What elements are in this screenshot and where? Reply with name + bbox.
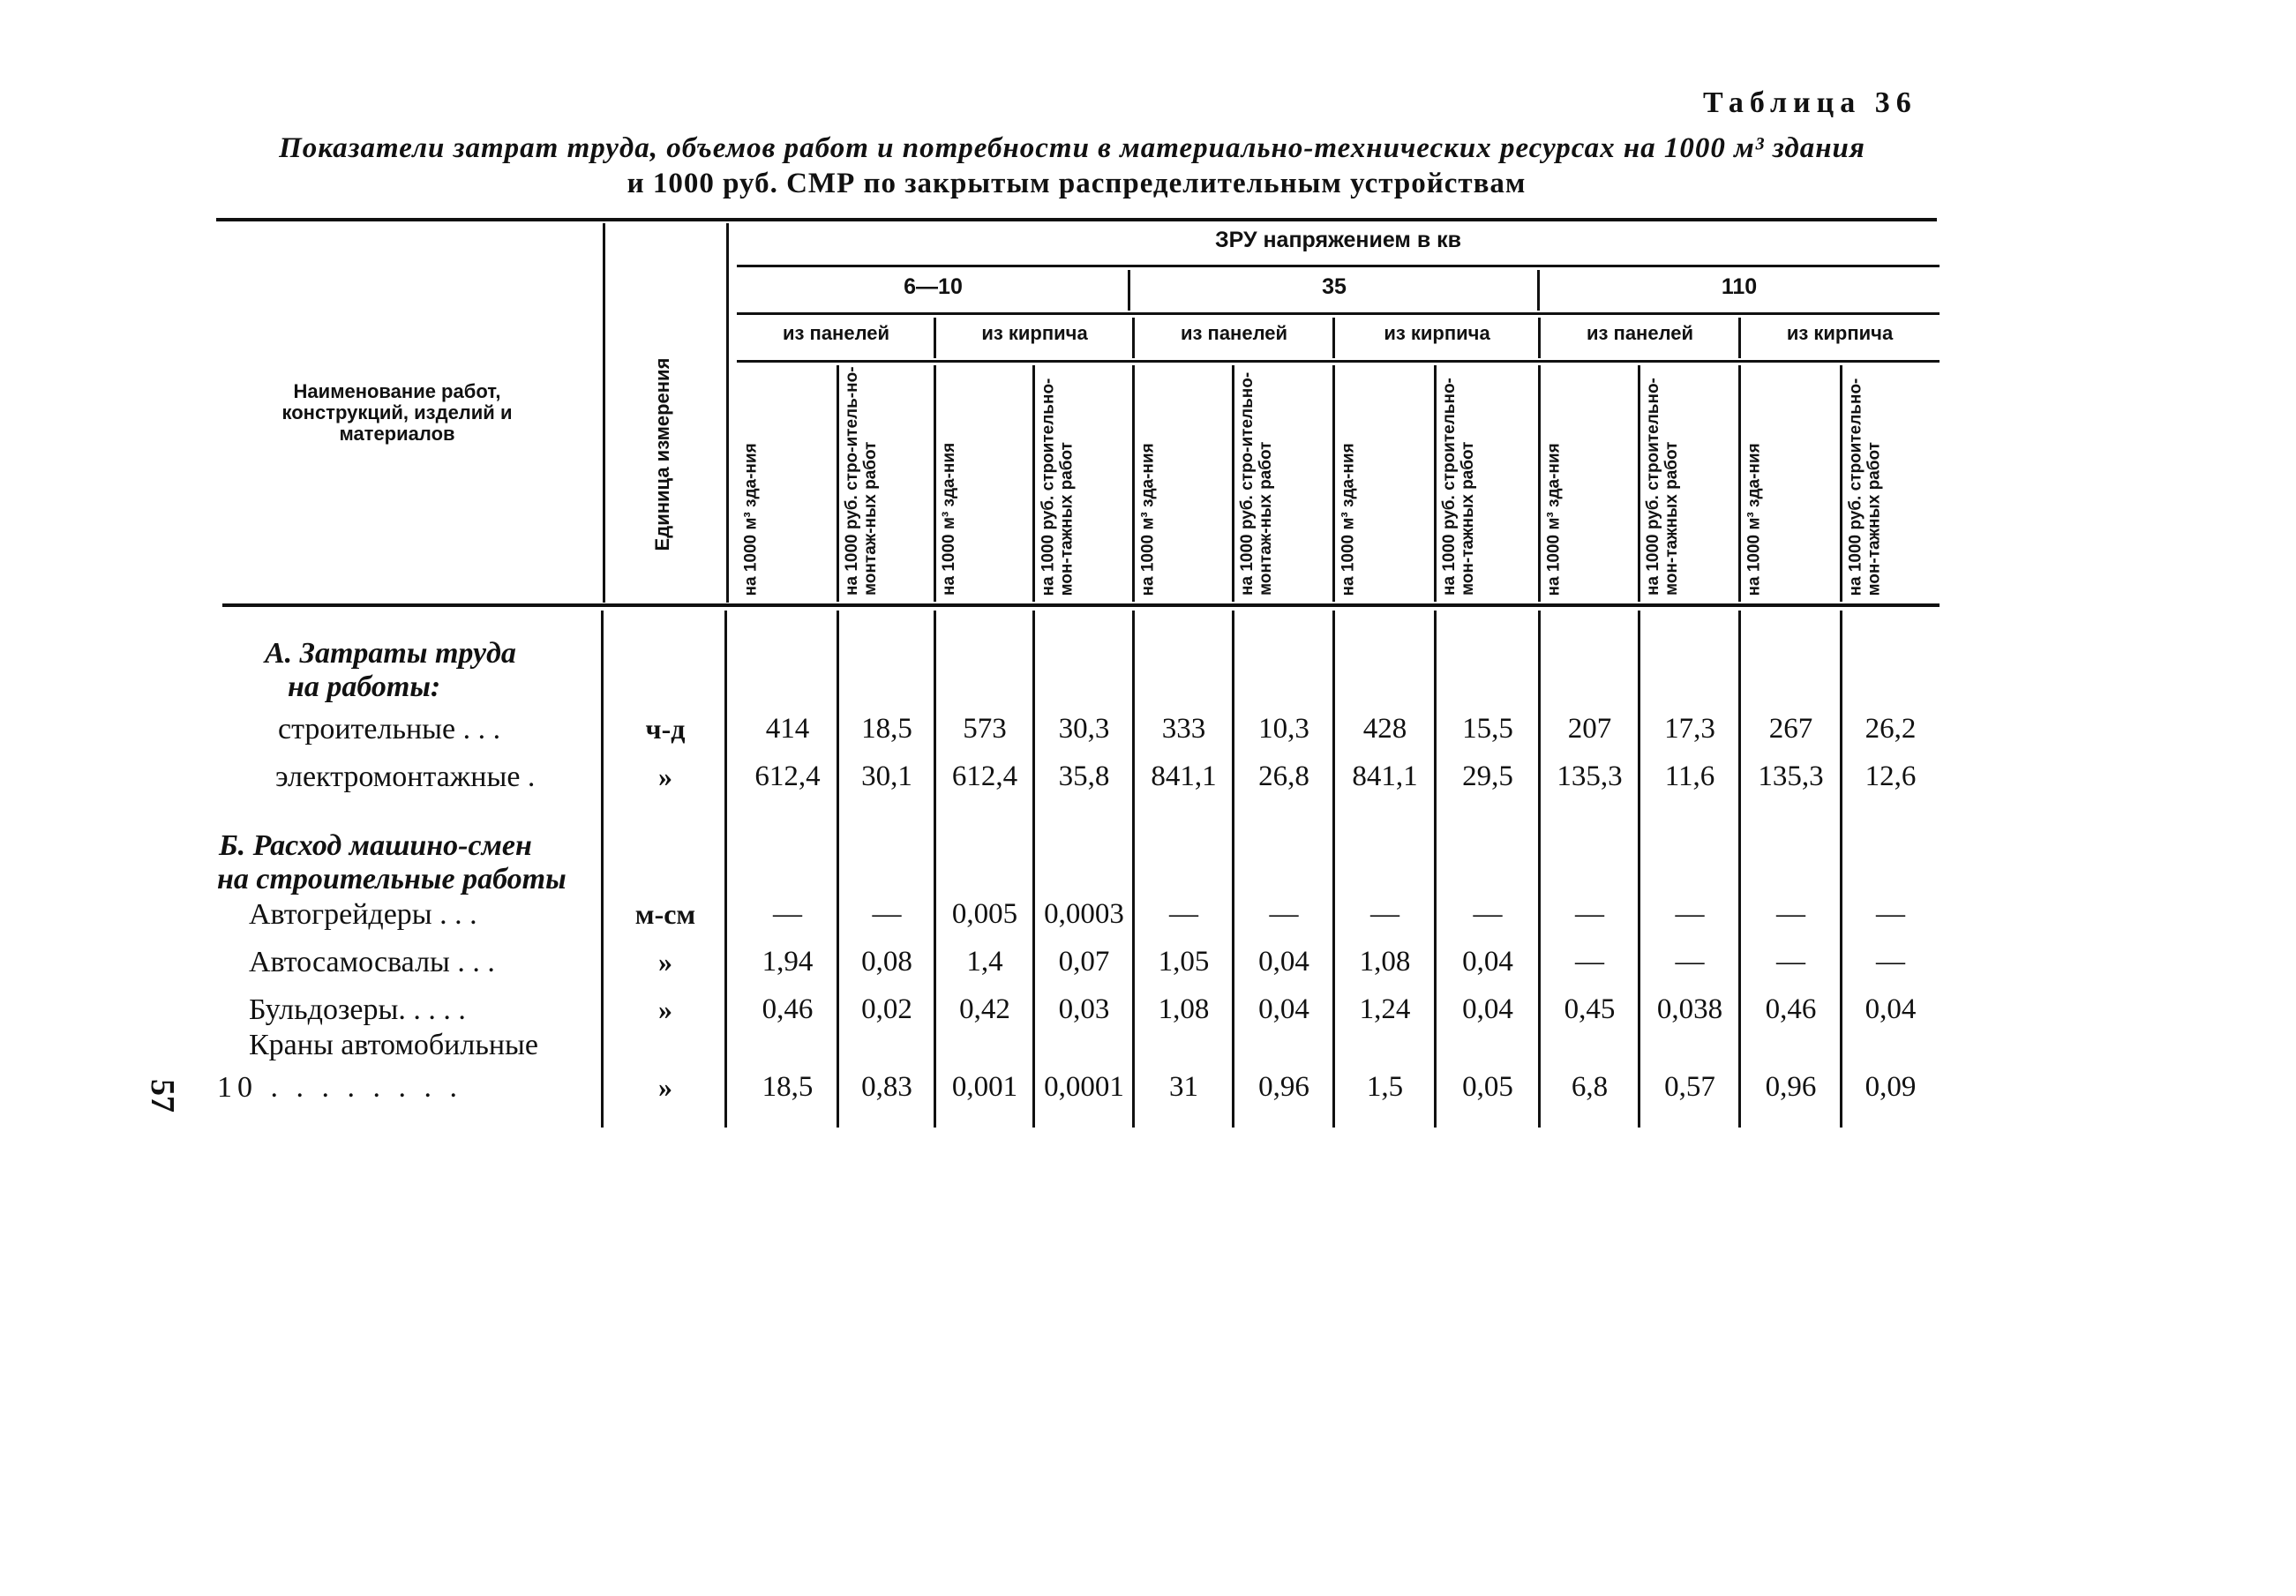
- table-cell: 0,09: [1865, 1071, 1917, 1103]
- row-unit: »: [658, 761, 672, 792]
- material-divider: [934, 318, 936, 358]
- body-column-divider: [1132, 611, 1135, 1128]
- table-cell: 841,1: [1352, 761, 1418, 792]
- row-label: Автосамосвалы . . .: [249, 946, 495, 978]
- table-cell: 0,04: [1462, 993, 1513, 1025]
- body-column-divider: [1032, 611, 1035, 1128]
- table-cell: —: [1473, 898, 1503, 930]
- table-cell: 0,03: [1058, 993, 1110, 1025]
- row-unit: ч-д: [645, 713, 686, 745]
- subcolumn-header: на 1000 м³ зда-ния: [1745, 442, 1763, 596]
- row-label-cont: 10 . . . . . . . .: [217, 1071, 462, 1104]
- subcolumn-divider: [934, 365, 936, 602]
- body-column-divider: [1232, 611, 1234, 1128]
- table-cell: —: [773, 898, 802, 930]
- section-b-line2: на строительные работы: [217, 863, 566, 895]
- row-label: строительные . . .: [278, 713, 501, 746]
- material-divider: [1332, 318, 1335, 358]
- zru-label: ЗРУ напряжением в кв: [1214, 228, 1462, 252]
- table-cell: 0,04: [1865, 993, 1917, 1025]
- unit-column-header: Единица измерения: [651, 357, 673, 551]
- table-cell: —: [1575, 898, 1604, 930]
- subcolumn-header: на 1000 руб. строительно-мон-тажных работ: [1846, 378, 1883, 596]
- table-cell: 0,07: [1058, 946, 1110, 978]
- table-cell: —: [872, 898, 902, 930]
- subcolumn-header: на 1000 руб. строительно-мон-тажных работ: [1644, 378, 1681, 596]
- subcolumn-divider: [837, 365, 839, 602]
- table-cell: 0,04: [1258, 993, 1309, 1025]
- table-cell: 0,0001: [1044, 1071, 1124, 1103]
- body-column-divider: [934, 611, 936, 1128]
- body-column-divider: [724, 611, 727, 1128]
- table-cell: 573: [963, 713, 1007, 745]
- table-cell: 0,05: [1462, 1071, 1513, 1103]
- table-cell: —: [1876, 946, 1905, 978]
- section-b-line1: Б. Расход машино-смен: [219, 829, 532, 862]
- table-cell: —: [1776, 946, 1805, 978]
- table-cell: —: [1575, 946, 1604, 978]
- table-cell: 18,5: [861, 713, 912, 745]
- name-col-divider: [603, 223, 605, 603]
- subcolumn-header: на 1000 м³ зда-ния: [1138, 442, 1157, 596]
- subcolumn-divider: [1232, 365, 1234, 602]
- table-cell: 0,57: [1664, 1071, 1715, 1103]
- row-label: Краны автомобильные: [249, 1029, 538, 1061]
- material-rule: [737, 360, 1940, 363]
- body-column-divider: [1332, 611, 1335, 1128]
- row-label: Автогрейдеры . . .: [249, 898, 477, 931]
- table-cell: 29,5: [1462, 761, 1513, 792]
- table-title-line1: Показатели затрат труда, объемов работ и потребности в материально-технических ресурсах на 1000 м³ здания: [279, 132, 1865, 164]
- table-cell: 1,5: [1366, 1071, 1404, 1103]
- material-divider: [1738, 318, 1741, 358]
- subcolumn-header: на 1000 руб. строительно-мон-тажных работ: [1440, 378, 1477, 596]
- material-header: из кирпича: [981, 322, 1088, 344]
- zru-rule: [737, 265, 1940, 267]
- table-cell: 1,94: [762, 946, 814, 978]
- row-unit: »: [658, 1071, 672, 1103]
- body-column-divider: [1434, 611, 1437, 1128]
- table-cell: 612,4: [951, 761, 1018, 792]
- table-cell: 0,005: [951, 898, 1018, 930]
- table-cell: 26,8: [1258, 761, 1309, 792]
- subcolumn-header: на 1000 м³ зда-ния: [1339, 442, 1357, 596]
- body-column-divider: [1738, 611, 1741, 1128]
- section-a-line1: А. Затраты труда: [265, 637, 516, 670]
- subcolumn-divider: [1132, 365, 1135, 602]
- table-cell: —: [1675, 946, 1705, 978]
- body-column-divider: [837, 611, 839, 1128]
- subcolumn-header: на 1000 руб. стро-ительно-монтаж-ных работ: [1238, 371, 1275, 596]
- table-cell: 35,8: [1058, 761, 1110, 792]
- material-header: из кирпича: [1786, 322, 1894, 344]
- voltage-rule: [737, 312, 1940, 315]
- table-cell: 15,5: [1462, 713, 1513, 745]
- table-cell: 30,3: [1058, 713, 1110, 745]
- table-cell: 26,2: [1865, 713, 1917, 745]
- table-cell: 135,3: [1758, 761, 1824, 792]
- subcolumn-header: на 1000 м³ зда-ния: [741, 442, 760, 596]
- table-cell: 0,038: [1656, 993, 1723, 1025]
- table-cell: 0,0003: [1044, 898, 1124, 930]
- table-cell: 18,5: [762, 1071, 814, 1103]
- table-cell: 31: [1169, 1071, 1198, 1103]
- table-cell: —: [1776, 898, 1805, 930]
- section-b-title: [217, 829, 566, 896]
- table-number: Таблица 36: [1703, 86, 1917, 119]
- voltage-35: 35: [1322, 274, 1347, 299]
- row-unit: »: [658, 993, 672, 1025]
- table-cell: 1,08: [1158, 993, 1210, 1025]
- table-cell: 414: [765, 713, 810, 745]
- table-cell: 612,4: [754, 761, 821, 792]
- table-cell: 0,42: [959, 993, 1010, 1025]
- table-cell: 6,8: [1571, 1071, 1609, 1103]
- subcolumn-divider: [1738, 365, 1741, 602]
- page-number: 57: [144, 1079, 181, 1113]
- table-cell: 0,96: [1765, 1071, 1817, 1103]
- body-column-divider: [1840, 611, 1842, 1128]
- table-cell: —: [1370, 898, 1399, 930]
- table-cell: 17,3: [1664, 713, 1715, 745]
- voltage-6-10: 6—10: [904, 274, 963, 299]
- row-label: электромонтажные .: [275, 761, 536, 793]
- table-cell: 12,6: [1865, 761, 1917, 792]
- material-header: из панелей: [782, 322, 890, 344]
- row-label: Бульдозеры. . . . .: [249, 993, 466, 1026]
- unit-col-divider: [726, 223, 729, 603]
- subcolumn-divider: [1434, 365, 1437, 602]
- table-title-line2: и 1000 руб. СМР по закрытым распределительным устройствам: [627, 168, 1527, 199]
- subcolumn-divider: [1032, 365, 1035, 602]
- table-cell: 10,3: [1258, 713, 1309, 745]
- table-cell: —: [1269, 898, 1299, 930]
- subcolumn-divider: [1638, 365, 1640, 602]
- subcolumn-divider: [1538, 365, 1541, 602]
- row-unit: м-см: [634, 898, 696, 930]
- body-column-divider: [1538, 611, 1541, 1128]
- table-cell: 428: [1362, 713, 1407, 745]
- section-a-title: [265, 637, 516, 704]
- row-unit: »: [658, 946, 672, 978]
- table-cell: 0,02: [861, 993, 912, 1025]
- table-cell: 333: [1161, 713, 1206, 745]
- table-cell: 30,1: [861, 761, 912, 792]
- table-cell: 1,4: [966, 946, 1003, 978]
- material-header: из панелей: [1586, 322, 1694, 344]
- table-cell: 1,05: [1158, 946, 1210, 978]
- table-cell: 0,46: [762, 993, 814, 1025]
- table-cell: 207: [1567, 713, 1612, 745]
- table-cell: 0,45: [1564, 993, 1616, 1025]
- body-column-divider: [601, 611, 604, 1128]
- table-cell: 0,83: [861, 1071, 912, 1103]
- zru-header: [737, 228, 1940, 253]
- name-column-header: Наименование работ, конструкций, изделий и материалов: [281, 380, 513, 445]
- table-cell: 0,04: [1258, 946, 1309, 978]
- material-header: из кирпича: [1384, 322, 1490, 344]
- table-cell: 1,08: [1359, 946, 1411, 978]
- voltage-110: 110: [1721, 274, 1758, 299]
- material-header: из панелей: [1180, 322, 1288, 344]
- table-cell: —: [1169, 898, 1198, 930]
- table-cell: 0,04: [1462, 946, 1513, 978]
- material-divider: [1538, 318, 1541, 358]
- table-cell: 1,24: [1359, 993, 1411, 1025]
- table-cell: —: [1675, 898, 1705, 930]
- subcolumn-divider: [1332, 365, 1335, 602]
- material-divider: [1132, 318, 1135, 358]
- table-cell: —: [1876, 898, 1905, 930]
- table-cell: 0,96: [1258, 1071, 1309, 1103]
- subcolumn-header: на 1000 м³ зда-ния: [940, 442, 958, 596]
- subcolumn-header: на 1000 руб. стро-итель-но-монтаж-ных работ: [843, 366, 880, 596]
- table-cell: 0,46: [1765, 993, 1817, 1025]
- subcolumn-divider: [1840, 365, 1842, 602]
- table-cell: 135,3: [1557, 761, 1623, 792]
- top-rule: [216, 218, 1937, 221]
- section-a-line2: на работы:: [288, 671, 441, 703]
- subcolumn-header: на 1000 руб. строительно-мон-тажных работ: [1039, 378, 1076, 596]
- body-column-divider: [1638, 611, 1640, 1128]
- table-cell: 0,08: [861, 946, 912, 978]
- header-bottom-rule: [222, 603, 1940, 607]
- table-cell: 841,1: [1151, 761, 1217, 792]
- subcolumn-header: на 1000 м³ зда-ния: [1544, 442, 1563, 596]
- table-cell: 11,6: [1664, 761, 1715, 792]
- table-cell: 0,001: [951, 1071, 1018, 1103]
- table-cell: 267: [1768, 713, 1813, 745]
